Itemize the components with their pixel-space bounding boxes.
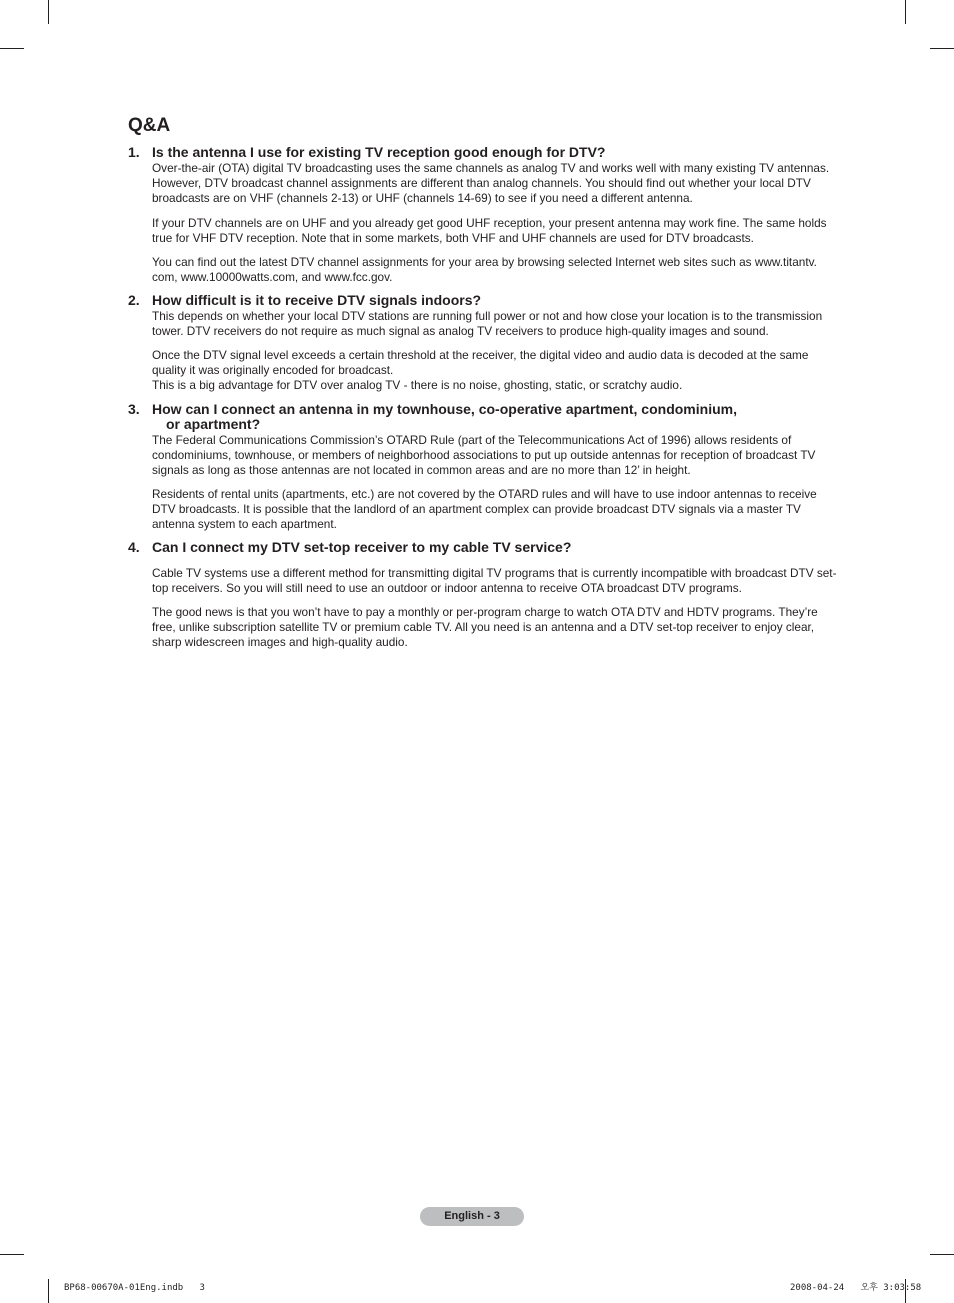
question-number: 4.: [128, 539, 140, 555]
crop-mark: [905, 0, 906, 24]
answer-paragraph: You can find out the latest DTV channel assignments for your area by browsing selected Internet web sites such as www.titantv. com, www.10000watts.com, and www.fcc.gov.: [152, 255, 817, 284]
print-slug-left: BP68-00670A-01Eng.indb 3: [64, 1283, 205, 1293]
crop-mark: [930, 48, 954, 49]
crop-mark: [0, 48, 24, 49]
question-title: How can I connect an antenna in my townhouse, co-operative apartment, condominium, or apartment?: [152, 401, 737, 432]
answer-paragraph: Once the DTV signal level exceeds a certain threshold at the receiver, the digital video and audio data is decoded at the same quality it was originally encoded for broadcast. This is a big advantage for DTV over analog TV - there is no noise, ghosting, static, or scratchy audio.: [152, 348, 809, 392]
crop-mark: [0, 1254, 24, 1255]
answer-paragraph: This depends on whether your local DTV stations are running full power or not and how close your location is to the transmission tower. DTV receivers do not require as much signal as analog TV receivers to produce high-quality images and sound.: [152, 309, 823, 338]
question-number: 1.: [128, 144, 140, 160]
crop-mark: [48, 0, 49, 24]
question-title: Is the antenna I use for existing TV reception good enough for DTV?: [152, 144, 606, 160]
question-number: 2.: [128, 292, 140, 308]
page-title: Q&A: [128, 115, 171, 136]
page-number-badge: English - 3: [420, 1207, 524, 1226]
question-title: How difficult is it to receive DTV signals indoors?: [152, 292, 482, 308]
answer-paragraph: Residents of rental units (apartments, etc.) are not covered by the OTARD rules and will have to use indoor antennas to receive DTV broadcasts. It is possible that the landlord of an apartment complex can provide broadcast DTV signals via a master TV antenna system to each apartment.: [152, 487, 817, 531]
question-number: 3.: [128, 401, 140, 417]
crop-mark: [930, 1254, 954, 1255]
answer-paragraph: If your DTV channels are on UHF and you already get good UHF reception, your present antenna may work fine. The same holds true for VHF DTV reception. Note that in some markets, both VHF and UHF channels are used for DTV broadcasts.: [152, 216, 827, 245]
print-slug-right: 2008-04-24 오후 3:03:58: [790, 1283, 922, 1293]
answer-paragraph: The good news is that you won’t have to pay a monthly or per-program charge to watch OTA DTV and HDTV programs. They’re free, unlike subscription satellite TV or premium cable TV. All you need is an antenna and a DTV set-top receiver to enjoy clear, sharp widescreen images and high-quality audio.: [152, 605, 818, 649]
crop-mark: [48, 1279, 49, 1303]
answer-paragraph: Over-the-air (OTA) digital TV broadcasting uses the same channels as analog TV and works well with many existing TV antennas. However, DTV broadcast channel assignments are different than analog channels. You should find out whether your local DTV broadcasts are on VHF (channels 2-13) or UHF (channels 14-69) to see if you need a different antenna.: [152, 161, 830, 205]
answer-paragraph: Cable TV systems use a different method for transmitting digital TV programs that is currently incompatible with broadcast DTV set- top receivers. So you will still need to use an outdoor or indoor antenna to receive OTA broadcast DTV programs.: [152, 566, 837, 595]
answer-paragraph: The Federal Communications Commission’s OTARD Rule (part of the Telecommunications Act of 1996) allows residents of condominiums, townhouse, or members of neighborhood associations to put up outside antennas for reception of broadcast TV signals as long as those antennas are not located in common areas and are no more than 12’ in height.: [152, 433, 816, 477]
question-title: Can I connect my DTV set-top receiver to my cable TV service?: [152, 539, 572, 555]
